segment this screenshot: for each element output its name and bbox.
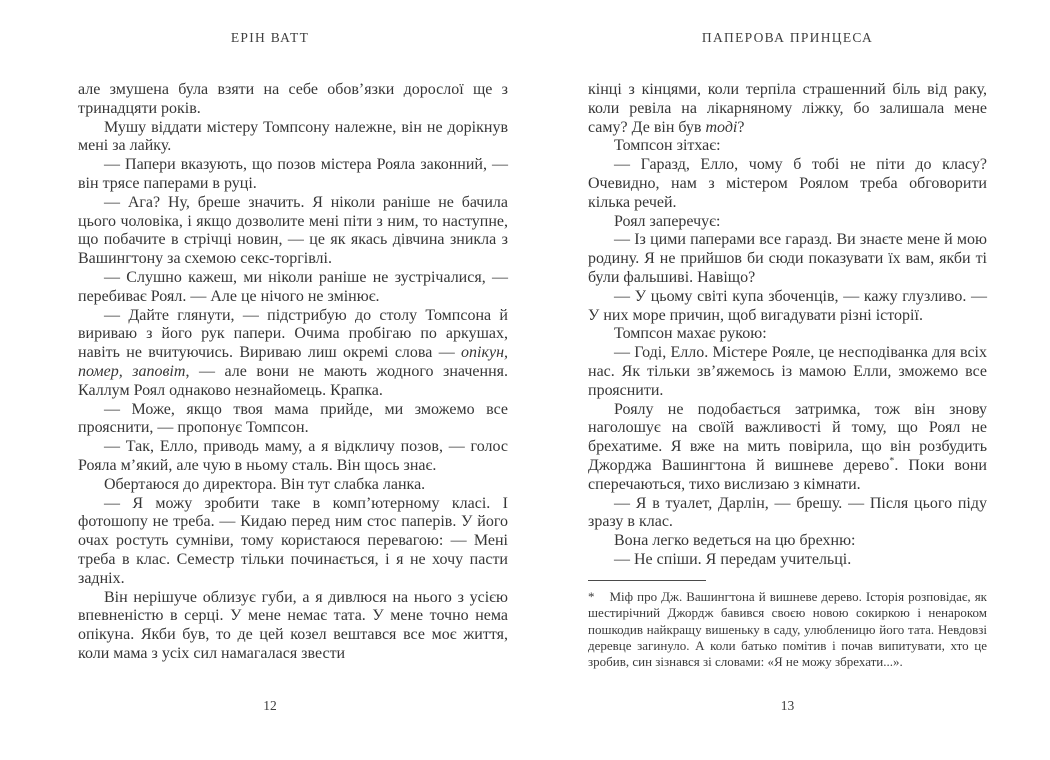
footnote (588, 580, 987, 671)
paragraph: Обертаюся до директора. Він тут слабка ланка. (104, 475, 426, 493)
footnote-marker: * (588, 588, 595, 604)
page-number-right: 13 (780, 698, 795, 713)
paragraph: — У цьому світі купа збоченців, — кажу глузливо. — У них море причин, щоб вигадувати різні історії. (588, 287, 987, 324)
running-header-title: ПАПЕРОВА ПРИНЦЕСА (701, 30, 874, 45)
paragraph: — Я в туалет, Дарлін, — брешу. — Після цього піду зразу в клас. (588, 494, 987, 531)
paragraph: Роялу не подобається затримка, тож він знову наголошує на своїй важливості й тому, що Роял не брехатиме. Я вже на мить повірила, що він розбудить Джорджа Вашингтона й вишневе дерево*. Поки вони сперечаються, тихо вислизаю з кімнати. (588, 400, 987, 493)
paragraph: — Дайте глянути, — підстрибую до столу Томпсона й вириваю з його рук папери. Очима пробігаю по аркушах, навіть не вчитуючись. Вириваю лиш окремі слова — опікун, помер, заповіт, — але вони не мають жодного значення. Каллум Роял однаково незнайомець. Крапка. (78, 306, 509, 399)
running-header-author: ЕРІН ВАТТ (230, 30, 310, 45)
paragraph: — Гаразд, Елло, чому б тобі не піти до класу? Очевидно, нам з містером Роялом треба обговорити кілька речей. (588, 156, 987, 211)
footnote-separator (588, 580, 706, 581)
paragraph: — Із цими паперами все гаразд. Ви знаєте мене й мою родину. Я не прийшов би сюди показувати їх вам, якби ті були фальшиві. Навіщо? (588, 231, 987, 286)
paragraph: Томпсон зітхає: (614, 137, 721, 155)
paragraph: Мушу віддати містеру Томпсону належне, він не дорікнув мені за лайку. (78, 118, 508, 155)
footnote-text (588, 589, 987, 671)
page-number-left: 12 (263, 698, 277, 713)
paragraph: кінці з кінцями, коли терпіла страшенний біль від раку, коли ревіла на лікарняному ліжку, бо залишала мене саму? Де він був тоді? (588, 81, 987, 136)
paragraph: — Ага? Ну, бреше значить. Я ніколи раніше не бачила цього чоловіка, і якщо дозволите мені піти з ним, то наступне, що побачите в стрічці новин, — це як якась дівчина зникла з Вашингтону за схемою секс-торгівлі. (78, 193, 508, 268)
paragraph: Роял заперечує: (614, 212, 721, 230)
paragraph: — Годі, Елло. Містере Рояле, це несподіванка для всіх нас. Як тільки зв’яжемось із мамою Елли, зможемо все прояснити. (588, 344, 987, 399)
paragraph: — Папери вказують, що позов містера Рояла законний, — він трясе паперами в руці. (78, 156, 508, 192)
paragraph: — Так, Елло, приводь маму, а я відкличу позов, — голос Рояла м’який, але чую в ньому сталь. Він щось знає. (78, 438, 508, 474)
paragraph: — Слушно кажеш, ми ніколи раніше не зустрічалися, — перебиває Роял. — Але це нічого не змінює. (78, 268, 508, 305)
paragraph: але змушена була взяти на себе обов’язки дорослої ще з тринадцяти років. (78, 81, 508, 117)
paragraph: — Може, якщо твоя мама прийде, ми зможемо все прояснити, — пропонує Томпсон. (78, 400, 508, 437)
footnote-body: Міф про Дж. Вашингтона й вишневе дерево. Історія розповідає, як шестирічний Джордж бавився своєю новою сокиркою і ненароком пошкодив найкращу вишеньку в саду, улюбленицю його тата. Невдовзі деревце загинуло. А коли батько помітив і почав випитувати, хто це зробив, син зізнався зі словами: «Я не можу збрехати...». (588, 588, 987, 670)
paragraph: Він нерішуче облизує губи, а я дивлюся на нього з усією впевненістю в серці. У мене немає тата. У мене точно нема опікуна. Якби був, то де цей козел вештався все моє життя, коли мама з усіх сил намагалася звести (78, 588, 508, 662)
page-left-text (78, 81, 508, 664)
paragraph: — Я можу зробити таке в комп’ютерному класі. І фотошопу не треба. — Кидаю перед ним стос паперів. У його очах ростуть сумніви, тому користаюся перевагою: — Мені треба в клас. Семестр тільки починається, і я не хочу пасти задніх. (78, 494, 508, 587)
page-right-text (588, 81, 987, 570)
paragraph: Томпсон махає рукою: (614, 325, 767, 343)
paragraph: — Не спіши. Я передам учительці. (614, 550, 852, 568)
paragraph: Вона легко ведеться на цю брехню: (614, 532, 856, 550)
page-right-column (588, 81, 987, 671)
